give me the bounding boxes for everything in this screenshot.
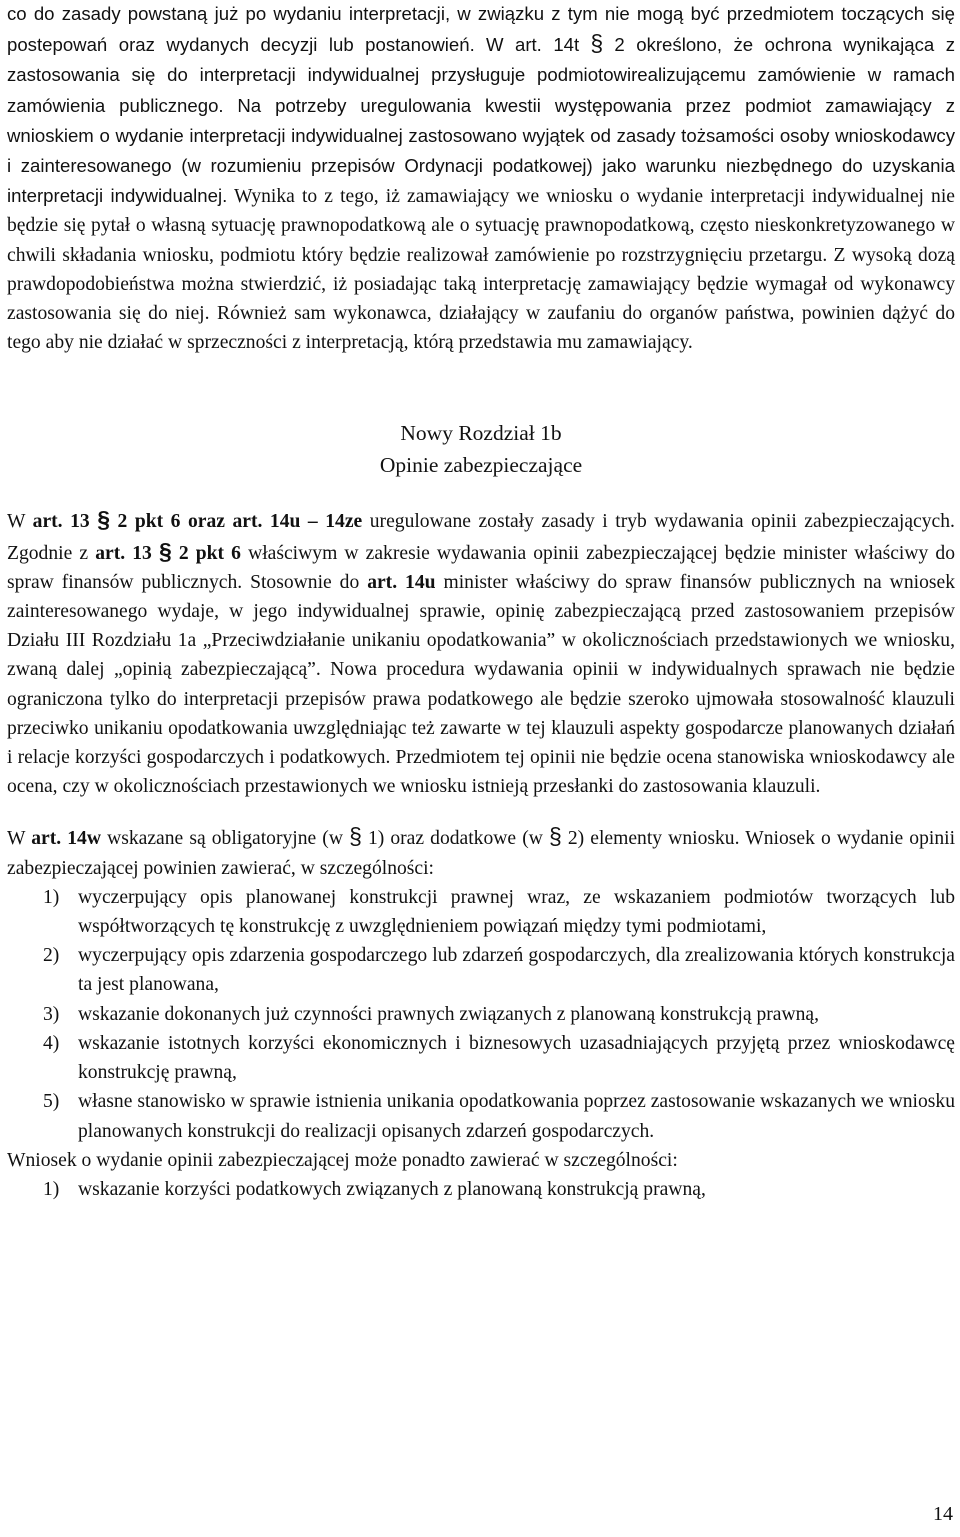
intro-art-ref-rest: 2 określono, że ochrona wynikająca z zastosowania się do interpretacji indywidualnej przysługuje podmiotowirealizującemu zamówienie w ramach zamówienia publicznego. bbox=[7, 34, 955, 116]
p1-e: 2 pkt 6 oraz art. bbox=[117, 511, 263, 533]
p2-h: 2) elementy wniosku. bbox=[567, 828, 740, 850]
art13-paragraph bbox=[7, 505, 955, 801]
p1-a: W bbox=[7, 511, 26, 533]
chapter-subtitle: Opinie zabezpieczające bbox=[379, 453, 583, 478]
list-item-number: 1) bbox=[43, 1178, 60, 1200]
list-item-text: wyczerpujący opis planowanej konstrukcji prawnej wraz, ze wskazaniem podmiotów tworzących lub współtworzących tę konstrukcję z uwzględnieniem powiązań między tymi podmiotami, bbox=[78, 886, 955, 938]
list-item-number: 5) bbox=[43, 1091, 60, 1113]
list-item-text: własne stanowisko w sprawie istnienia unikania opodatkowania poprzez zastosowanie wskazanych we wniosku planowanych konstrukcji do realizacji opisanych zdarzeń gospodarczych. bbox=[78, 1091, 955, 1142]
intro-art-ref: W art. 14t bbox=[485, 34, 580, 56]
list-item bbox=[7, 1000, 955, 1029]
p2-d: wskazane są obligatoryjne (w bbox=[107, 828, 343, 850]
p2-b: art. bbox=[31, 828, 62, 850]
optional-elements-list bbox=[7, 1175, 955, 1204]
section-sign: § bbox=[590, 30, 604, 57]
section-sign: § bbox=[158, 537, 172, 564]
art14w-paragraph bbox=[7, 822, 955, 882]
intro-text-4: Również sam wykonawca, działający w zaufaniu do organów państwa, powinien dążyć do tego aby nie działać w sprzeczności z interpretacją, którą przedstawia mu zamawiający. bbox=[7, 303, 955, 354]
p2-f: 1) oraz dodatkowe (w bbox=[367, 828, 543, 850]
intro-text-3: Wynika to z tego, iż zamawiający we wniosku o wydanie interpretacji indywidualnej nie będzie się pytał o własną sytuację prawnopodatkową ale o sytuację prawnopodatkową, często nieskonkretyzowanego w chwili składania wniosku, podmiotu który będzie realizował zamówienie po rozstrzygnięciu przetargu. Z wysoką dozą prawdopodobieństwa można stwierdzić, iż posiadając taką interpretację zamawiający będzie wymagał od wykonawcy zastosowania się do niej. bbox=[7, 186, 955, 325]
list-item bbox=[7, 883, 955, 941]
list-item-number: 3) bbox=[43, 1003, 60, 1025]
document-page bbox=[7, 0, 955, 1204]
p1-k: 13 bbox=[132, 542, 152, 564]
paragraph-spacer bbox=[7, 801, 955, 822]
intro-text-2: Na potrzeby uregulowania kwestii występowania przez podmiot zamawiający z wnioskiem o wydanie interpretacji indywidualnej zastosowano wyjątek od zasady tożsamości osoby wnioskodawcy i zainteresowanego (w rozumieniu przepisów Ordynacji podatkowej) jako warunku niezbędnego do uzyskania interpretacji indywidualnej. bbox=[7, 94, 955, 207]
p1-i: uregulowane zostały zasady i tryb wydawania opinii zabezpieczających. Zgodnie z bbox=[7, 511, 955, 564]
list-item-text: wskazanie istotnych korzyści ekonomicznych i biznesowych uzasadniających przyjętą przez wnioskodawcę konstrukcję prawną, bbox=[78, 1032, 955, 1084]
section-sign: § bbox=[548, 823, 562, 850]
chapter-heading bbox=[7, 417, 955, 481]
chapter-title: Nowy Rozdział 1b bbox=[400, 421, 562, 446]
list-item-number: 1) bbox=[43, 886, 60, 908]
intro-paragraph bbox=[7, 0, 955, 357]
list-item-number: 4) bbox=[43, 1032, 60, 1054]
list-item-text: wskazanie korzyści podatkowych związanych z planowaną konstrukcją prawną, bbox=[78, 1178, 706, 1200]
p1-g: – bbox=[307, 511, 318, 533]
p2-i: Wniosek o wydanie opinii zabezpieczającej powinien zawierać, w szczególności: bbox=[7, 828, 956, 879]
p1-n: właściwym w zakresie wydawania opinii zabezpieczającej będzie minister właściwy do spraw finansów publicznych. Stosownie do bbox=[7, 542, 955, 593]
list-item bbox=[7, 1087, 955, 1145]
p1-f: 14u bbox=[269, 511, 301, 533]
list-item bbox=[7, 1175, 955, 1204]
list-item-text: wyczerpujący opis zdarzenia gospodarczego lub zdarzeń gospodarczych, dla zrealizowania których konstrukcja ta jest planowana, bbox=[78, 945, 955, 996]
section-sign: § bbox=[97, 506, 110, 533]
p1-c: 13 bbox=[70, 511, 90, 533]
list-item bbox=[7, 1029, 955, 1087]
list-item-text: wskazanie dokonanych już czynności prawnych związanych z planowaną konstrukcją prawną, bbox=[78, 1003, 820, 1025]
intro-text-1: co do zasady powstaną już po wydaniu interpretacji, w związku z tym nie mogą być przedmiotem toczących się postepowań oraz wydanych decyzji lub postanowień. bbox=[7, 3, 955, 56]
p1-m: 2 pkt 6 bbox=[178, 542, 241, 564]
p2-a: W bbox=[7, 828, 26, 850]
optional-intro: Wniosek o wydanie opinii zabezpieczającej może ponadto zawierać w szczególności: bbox=[7, 1149, 678, 1171]
p1-b: art. bbox=[32, 511, 63, 533]
p1-q: minister właściwy do spraw finansów publicznych na wniosek zainteresowanego wydaje, w jego indywidualnej sprawie, opinię zabezpieczającą przed zastosowaniem przepisów Działu III Rozdziału 1a „Przeciwdziałanie unikaniu opodatkowania” w okolicznościach przedstawionych we wniosku, zwaną dalej „opinią zabezpieczającą”. Nowa procedura wydawania opinii w indywidualnych sprawach nie będzie ograniczona tylko do interpretacji przepisów prawa podatkowego ale będzie szeroko ujmowała stosowalność klauzuli przeciwko unikaniu opodatkowania uwzględniając też zawarte w tej klauzuli aspekty gospodarcze planowanych działań i relacje korzyści gospodarczych i podatkowych. Przedmiotem tej opinii nie będzie ocena stanowiska wnioskodawcy ale ocena, czy w okolicznościach przestawionych we wniosku istnieją przesłanki do zastosowania klauzuli. bbox=[7, 571, 955, 798]
list-item-number: 2) bbox=[43, 945, 60, 967]
p2-c: 14w bbox=[67, 828, 101, 850]
required-elements-list bbox=[7, 883, 955, 1146]
p1-h: 14ze bbox=[325, 511, 363, 533]
p1-o: art. bbox=[367, 571, 398, 593]
p1-j: art. bbox=[95, 542, 126, 564]
page-number: 14 bbox=[933, 1503, 953, 1525]
p1-p: 14u bbox=[405, 571, 436, 593]
section-sign: § bbox=[349, 823, 362, 850]
list-item bbox=[7, 941, 955, 999]
